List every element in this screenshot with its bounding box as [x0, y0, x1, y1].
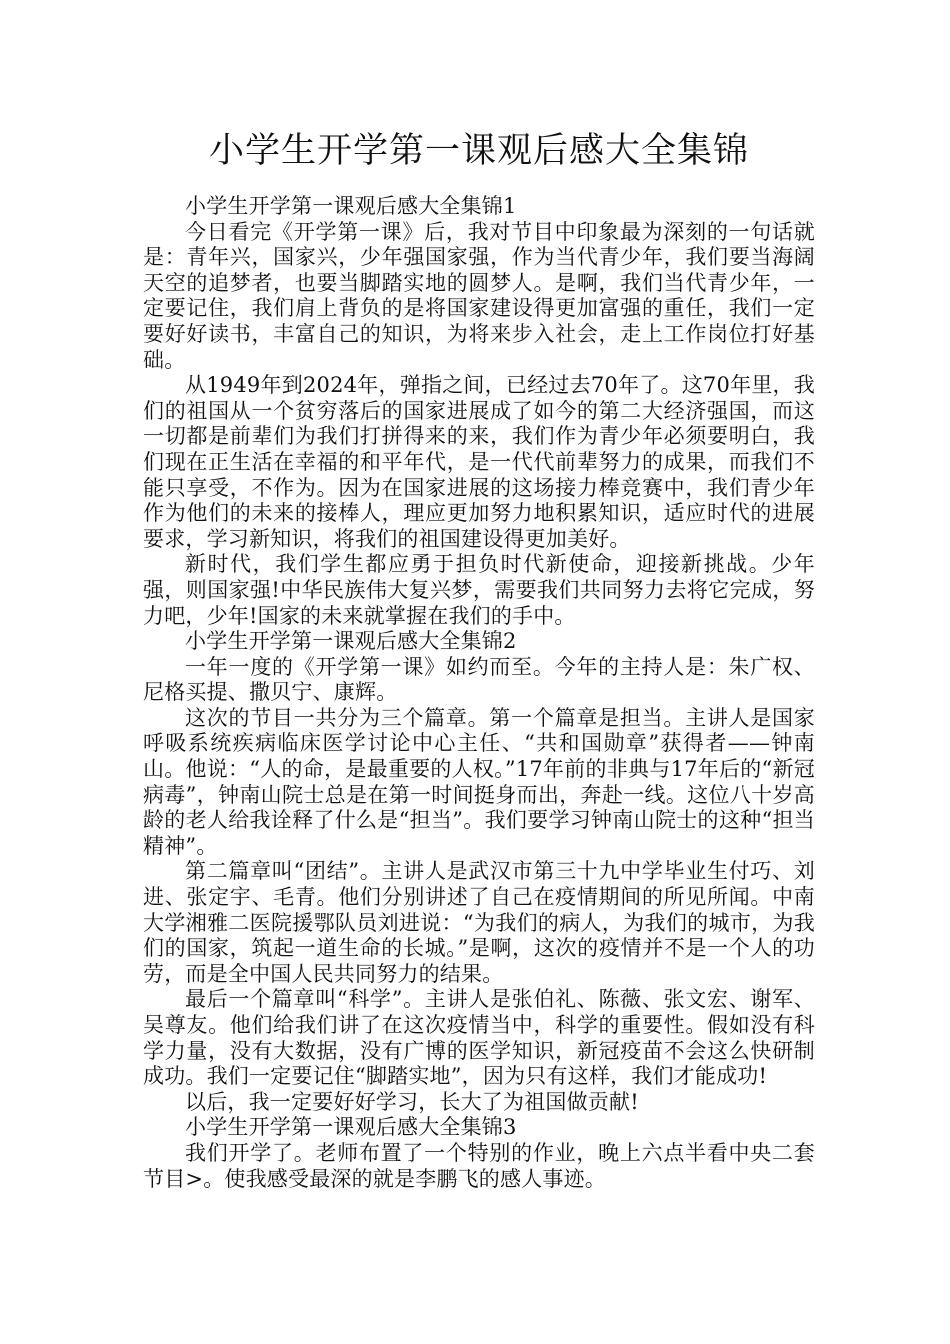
section-heading-2: 小学生开学第一课观后感大全集锦2: [185, 629, 517, 654]
paragraph: 这次的节目一共分为三个篇章。第一个篇章是担当。主讲人是国家呼吸系统疾病临床医学讨论中心主任、“共和国勋章”获得者——钟南山。他说：“人的命，是最重要的人权。”17年前的非典与17年后的“新冠病毒”，钟南山院士总是在第一时间挺身而出，奔赴一线。这位八十岁高龄的老人给我诠释了什么是“担当”。我们要学习钟南山院士的这种“担当精神”。: [143, 705, 815, 858]
section-heading-1: 小学生开学第一课观后感大全集锦1: [185, 194, 517, 218]
paragraph: 第二篇章叫“团结”。主讲人是武汉市第三十九中学毕业生付巧、刘进、张定宇、毛青。他们分别讲述了自己在疫情期间的所见所闻。中南大学湘雅二医院援鄂队员刘进说：“为我们的病人，为我们的城市，为我们的国家，筑起一道生命的长城。”是啊，这次的疫情并不是一个人的功劳，而是全中国人民共同努力的结果。: [143, 859, 815, 986]
paragraph: 今日看完《开学第一课》后，我对节目中印象最为深刻的一句话就是：青年兴，国家兴，少年强国家强，作为当代青少年，我们要当海阔天空的追梦者，也要当脚踏实地的圆梦人。是啊，我们当代青少年，一定要记住，我们肩上背负的是将国家建设得更加富强的重任，我们一定要好好读书，丰富自己的知识，为将来步入社会，走上工作岗位打好基础。: [143, 219, 815, 372]
paragraph: 一年一度的《开学第一课》如约而至。今年的主持人是：朱广权、尼格买提、撒贝宁、康辉。: [143, 654, 815, 705]
document-page: [143, 130, 815, 1192]
paragraph: 我们开学了。老师布置了一个特别的作业，晚上六点半看中央二套节目>。使我感受最深的就是李鹏飞的感人事迹。: [143, 1140, 815, 1191]
section-heading-3: 小学生开学第一课观后感大全集锦3: [185, 1115, 517, 1140]
document-title: 小学生开学第一课观后感大全集锦: [208, 131, 749, 171]
paragraph: 以后，我一定要好好学习，长大了为祖国做贡献!: [185, 1089, 639, 1114]
paragraph: 从1949年到2024年，弹指之间，已经过去70年了。这70年里，我们的祖国从一个贫穷落后的国家进展成了如今的第二大经济强国，而这一切都是前辈们为我们打拼得来的来，我们作为青少年必须要明白，我们现在正生活在幸福的和平年代，是一代代前辈努力的成果，而我们不能只享受，不作为。因为在国家进展的这场接力棒竞赛中，我们青少年作为他们的未来的接棒人，理应更加努力地积累知识，适应时代的进展要求，学习新知识，将我们的祖国建设得更加美好。: [143, 373, 815, 551]
paragraph: 新时代，我们学生都应勇于担负时代新使命，迎接新挑战。少年强，则国家强!中华民族伟大复兴梦，需要我们共同努力去将它完成，努力吧，少年!国家的未来就掌握在我们的手中。: [143, 552, 815, 628]
paragraph: 最后一个篇章叫“科学”。主讲人是张伯礼、陈薇、张文宏、谢军、吴尊友。他们给我们讲了在这次疫情当中，科学的重要性。假如没有科学力量，没有大数据，没有广博的医学知识，新冠疫苗不会这么快研制成功。我们一定要记住“脚踏实地”，因为只有这样，我们才能成功!: [143, 987, 815, 1089]
